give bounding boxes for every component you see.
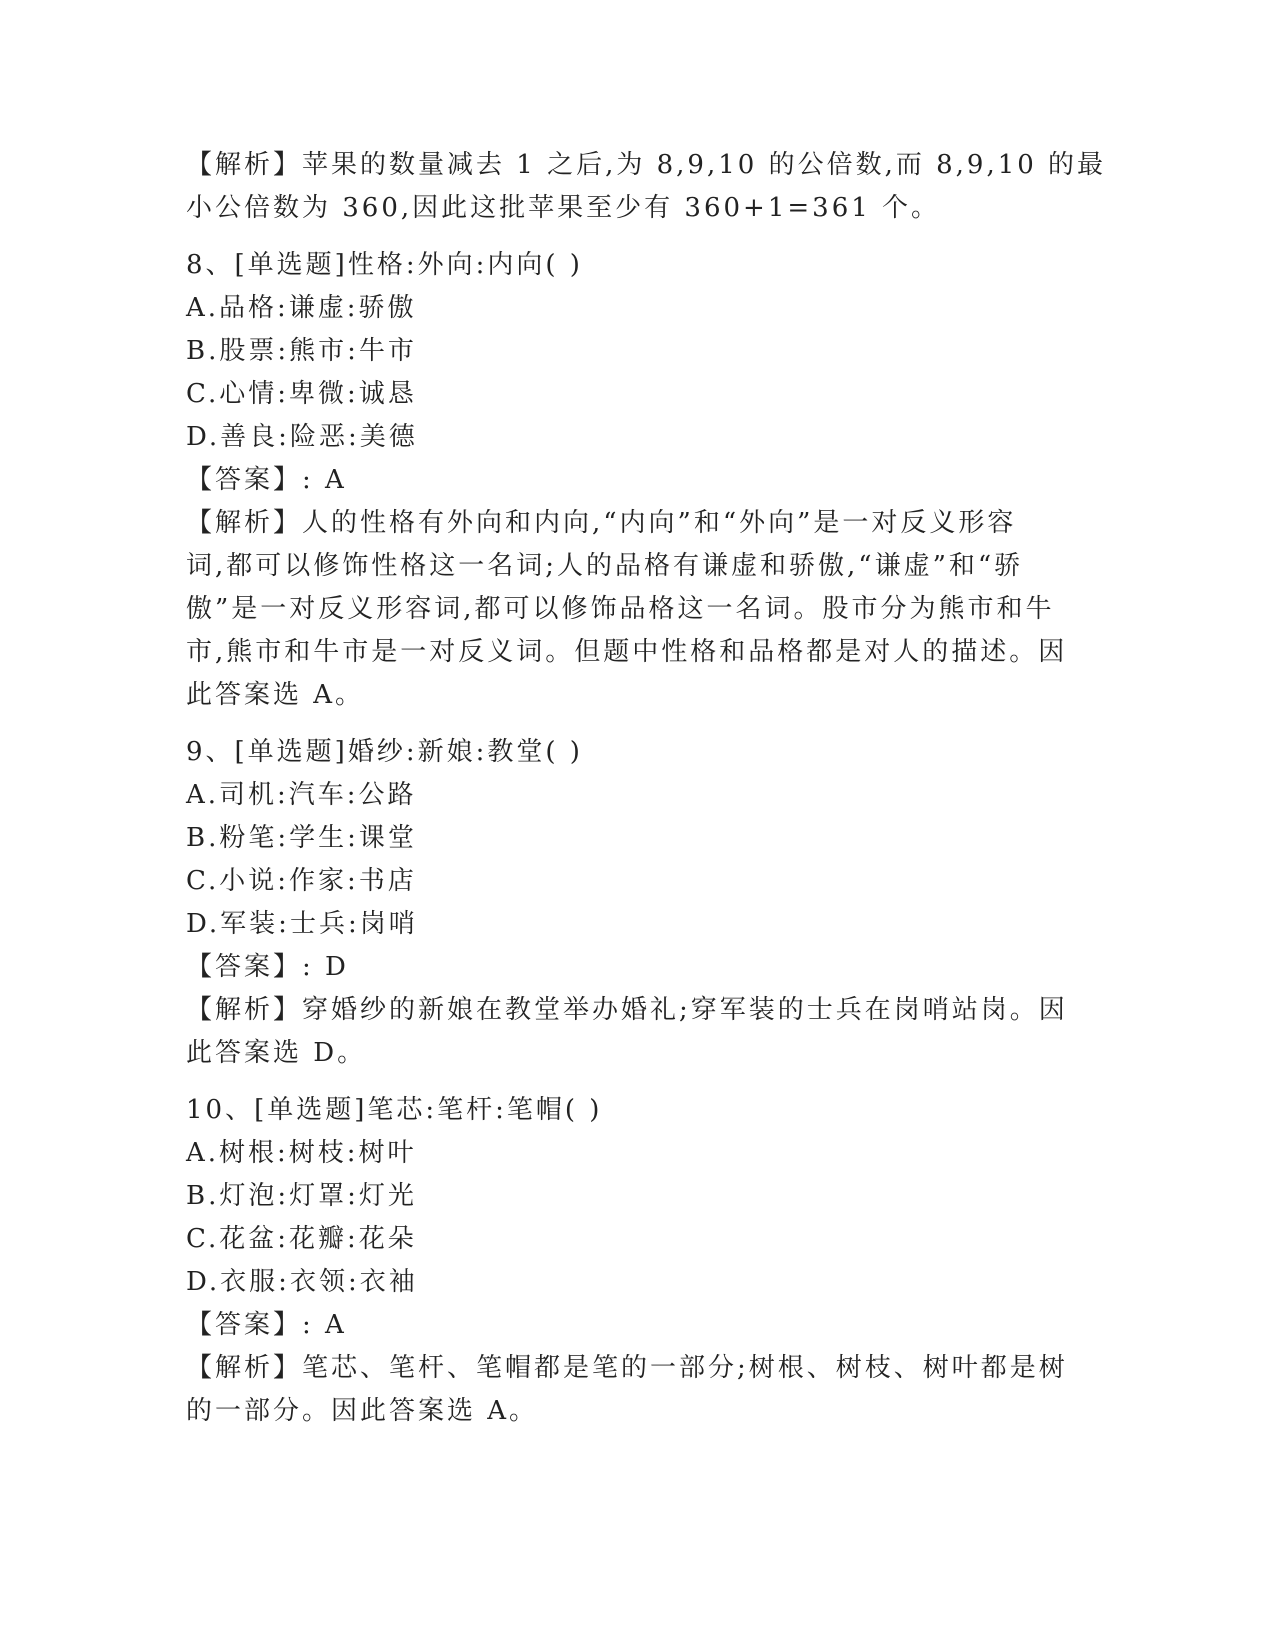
- explanation-line: 市,熊市和牛市是一对反义词。但题中性格和品格都是对人的描述。因: [186, 637, 1068, 667]
- question-stem: 8、[单选题]性格:外向:内向( ): [186, 250, 583, 280]
- explanation-line: 词,都可以修饰性格这一名词;人的品格有谦虚和骄傲,“谦虚”和“骄: [186, 551, 1024, 581]
- explanation-line: 此答案选 A。: [186, 680, 365, 710]
- option-c: C.心情:卑微:诚恳: [186, 379, 417, 409]
- explanation-line: 【解析】人的性格有外向和内向,“内向”和“外向”是一对反义形容: [186, 508, 1017, 538]
- option-b: B.灯泡:灯罩:灯光: [186, 1181, 417, 1211]
- question-stem: 9、[单选题]婚纱:新娘:教堂( ): [186, 737, 583, 767]
- option-a: A.树根:树枝:树叶: [186, 1138, 417, 1168]
- option-d: D.衣服:衣领:衣袖: [186, 1267, 418, 1297]
- previous-explanation: [186, 144, 1107, 230]
- explanation-line: 【解析】苹果的数量减去 1 之后,为 8,9,10 的公倍数,而 8,9,10 的最: [186, 150, 1107, 180]
- question-10: [186, 1089, 1090, 1433]
- option-b: B.粉笔:学生:课堂: [186, 823, 417, 853]
- explanation-line: 的一部分。因此答案选 A。: [186, 1396, 539, 1426]
- answer: 【答案】: D: [186, 952, 349, 982]
- option-b: B.股票:熊市:牛市: [186, 336, 417, 366]
- explanation-line: 此答案选 D。: [186, 1038, 367, 1068]
- document-page: [186, 144, 1107, 1433]
- explanation-line: 小公倍数为 360,因此这批苹果至少有 360+1=361 个。: [186, 193, 941, 223]
- answer: 【答案】: A: [186, 465, 347, 495]
- explanation-line: 【解析】穿婚纱的新娘在教堂举办婚礼;穿军装的士兵在岗哨站岗。因: [186, 995, 1068, 1025]
- question-9: [186, 731, 1090, 1075]
- option-a: A.司机:汽车:公路: [186, 780, 417, 810]
- question-8: [186, 244, 1090, 717]
- option-a: A.品格:谦虚:骄傲: [186, 293, 417, 323]
- option-c: C.小说:作家:书店: [186, 866, 417, 896]
- option-d: D.军装:士兵:岗哨: [186, 909, 418, 939]
- option-c: C.花盆:花瓣:花朵: [186, 1224, 417, 1254]
- explanation-line: 【解析】笔芯、笔杆、笔帽都是笔的一部分;树根、树枝、树叶都是树: [186, 1353, 1068, 1383]
- question-stem: 10、[单选题]笔芯:笔杆:笔帽( ): [186, 1095, 603, 1125]
- explanation-line: 傲”是一对反义形容词,都可以修饰品格这一名词。股市分为熊市和牛: [186, 594, 1055, 624]
- option-d: D.善良:险恶:美德: [186, 422, 418, 452]
- answer: 【答案】: A: [186, 1310, 347, 1340]
